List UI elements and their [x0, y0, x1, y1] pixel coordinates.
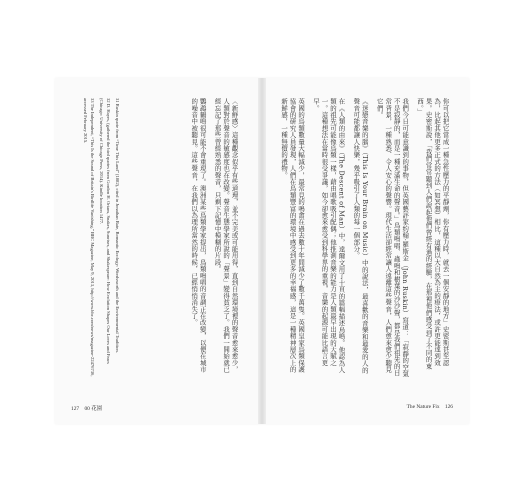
right-running-title: The Nature Fix: [406, 404, 440, 410]
right-paragraph-4: 在《人類的由來》（The Descent of Man）中，達爾文用了十頁的篇幅描述鳥鳴。他認為人類的祖先可能像鳥類一樣，藉由唱歌吸引配偶；他推測音樂的能力是人類最早出現的天賦之一。這種想法在當時很受爭議，如今卻愈來愈受到科學界的重視，音樂的起源可能比語言更早。: [311, 98, 346, 374]
book-spread: [55, 78, 469, 424]
right-paragraph-2: 我們今日可能意識到的事物，但英國藝評家約翰‧羅斯金（John Ruskin）寫道：「寂靜的空氣不是寂靜的，而是一種充滿生命的聲音。」鳥類鳴唱、蟲鳴和樹葉的沙沙聲，都是我們祖先的日常背景，一種熟悉、令人安心的聲響。現代生活卻經常讓人遠離這些聲音，人們愈來愈少聽見它們。: [375, 98, 410, 378]
endnote-32: 32 D. Hayes, (gathered the bird quotes from Gordon H. Orians, Snakes, Sunrises, and Shakespeare: How Evolution Shapes Our Loves and Fears (Chicago: University of Chicago Press, 2014). Kindle location 1477.: [99, 98, 111, 364]
left-running-title: 00 花園: [84, 406, 102, 412]
left-folio: [69, 404, 104, 412]
right-paragraph-1: 你可以把它當成一種急性壓力的平靜劑，你有壓力時，就去一個安靜的地方」史密斯甚至認為，比起其他更多正式的方法（如冥想）相比，這種以大自然為主的療法，或許更能達到效果。史密斯說，「我們常常聽到人們說起他們曾經有過的經驗，在那裡他們感受到了不同的東西。」: [416, 98, 450, 370]
right-paragraph-3: 《迷戀音樂的腦》（This Is Your Brain on Music）中的說法，最喜歡的音樂和最愛的人的聲音可能都讓人快樂，幾乎吸引了人類的每一個部分。: [352, 98, 369, 374]
endnote-31: 31 Ruskin quote from “Time This Land” (1882), cited in Jonathan Bate, Romantic Ecology: Wordsworth and the Environmental Tradition.: [115, 98, 120, 353]
left-page: [55, 78, 260, 424]
left-paragraph-1: 〈新鮮感〉這種觀念似乎有些道理，並不完美或可能用得，直到自然環境裡的聲音愈來愈少，人類對於聲音的敏感度也在改變。聲音生態學家所說的「聲景」變得貧乏了。我們一開始就已經忘記了那些曾經熟悉的聲音，只剩下記憶中模糊的片段。: [213, 98, 239, 373]
right-folio: [405, 404, 455, 410]
left-page-body: [141, 98, 245, 378]
right-page: [264, 78, 469, 424]
endnotes: [61, 98, 121, 378]
left-page-number: 127: [71, 406, 80, 412]
left-paragraph-2: 鸚鵡鶴鳴很可能不會重現了。澳洲某些鳥類學家提出，鳥類鳴唱的音調正在改變，以便在城市的噪音中被聽見。這些聲音，在我們以為理所當然的時候，已經悄悄消失了。: [190, 98, 207, 373]
right-page-body: [278, 98, 456, 378]
endnote-33: 33 The Independent, “This Is the Sound of Britain's Birdlife Vanishing,” BBC Magazine, May 9, 2013, http://www.bbc.com/news/magazine-22476736, accessed February 2015.: [83, 98, 95, 377]
right-page-number: 126: [444, 404, 453, 410]
right-paragraph-5: 英國的鳥類數量大幅減少，最常見的鳴禽在過去數十年間減少了數千萬隻。英國皇家鳥類保護協會的研究人員發現，人們在鳥類豐富的環境中感受到更多的幸福感，這是一種精神層次上的新鮮感，一種無價的禮物。: [280, 98, 306, 373]
